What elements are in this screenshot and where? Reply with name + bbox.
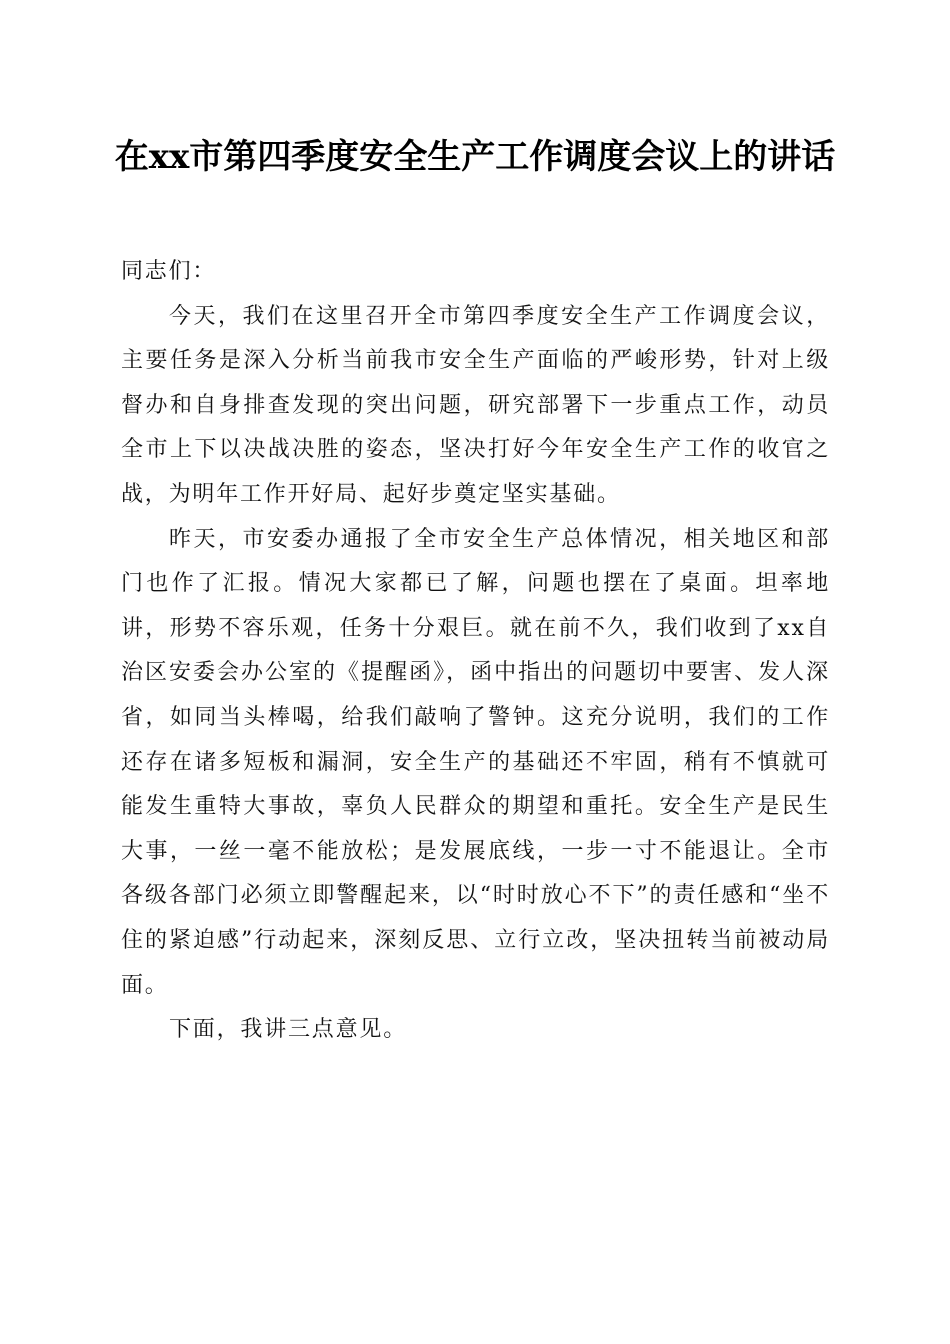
paragraph-transition: 下面，我讲三点意见。 [169,1017,408,1043]
salutation: 同志们： [121,259,217,284]
document-title: 在xx市第四季度安全生产工作调度会议上的讲话 [114,137,836,177]
paragraph-opening: 今天，我们在这里召开全市第四季度安全生产工作调度会议，主要任务是深入分析当前我市安全生产面临的严峻形势，针对上级督办和自身排查发现的突出问题，研究部署下一步重点工作，动员全市上下以决战决胜的姿态，坚决打好今年安全生产工作的收官之战，为明年工作开好局、起好步奠定坚实基础。 [121,303,830,507]
paragraph-situation: 昨天，市安委办通报了全市安全生产总体情况，相关地区和部门也作了汇报。情况大家都已了解，问题也摆在了桌面。坦率地讲，形势不容乐观，任务十分艰巨。就在前不久，我们收到了xx自治区安委会办公室的《提醒函》，函中指出的问题切中要害、发人深省，如同当头棒喝，给我们敲响了警钟。这充分说明，我们的工作还存在诸多短板和漏洞，安全生产的基础还不牢固，稍有不慎就可能发生重特大事故，辜负人民群众的期望和重托。安全生产是民生大事，一丝一毫不能放松；是发展底线，一步一寸不能退让。全市各级各部门必须立即警醒起来，以“时时放心不下”的责任感和“坐不住的紧迫感”行动起来，深刻反思、立行立改，坚决扭转当前被动局面。 [121,526,830,998]
document-body [121,250,830,1053]
